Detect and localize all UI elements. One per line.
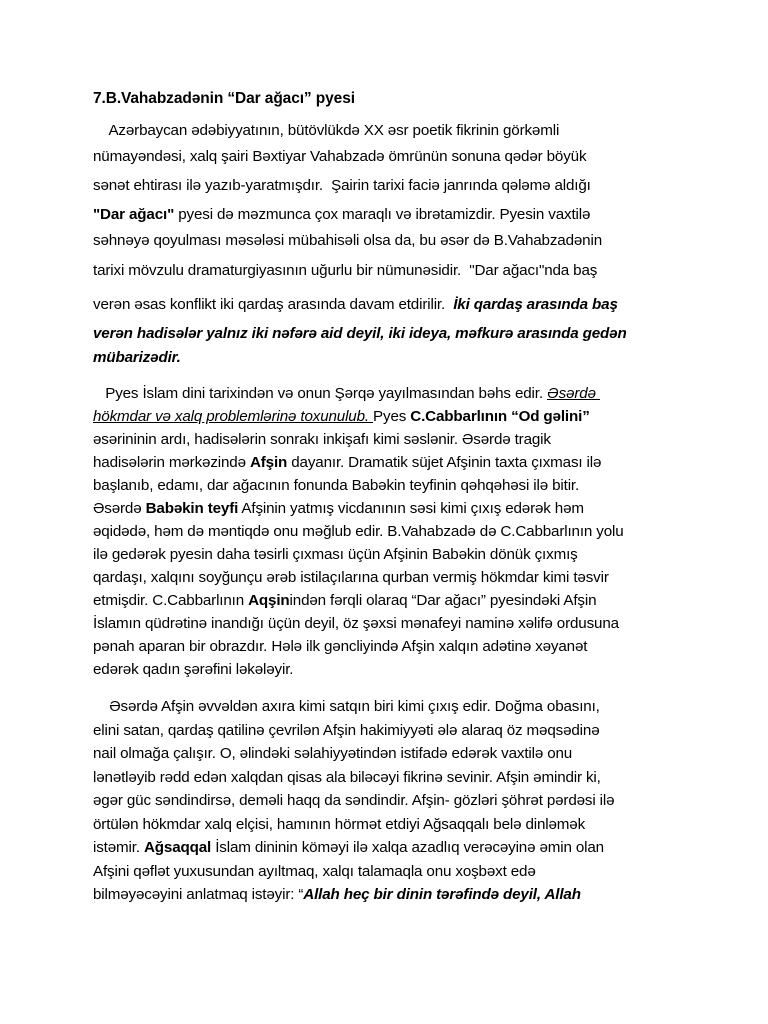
paragraph-2 [93, 382, 688, 681]
paragraph-2-line: edərək qadın şərəfini ləkələyir. [93, 661, 294, 678]
underlined-phrase: hökmdar və xalq problemlərinə toxunulub. [93, 408, 374, 425]
paragraph-1-line: səhnəyə qoyulması məsələsi mübahisəli olsa da, bu əsər də B.Vahabzadənin [93, 232, 602, 249]
paragraph-1-line: sənət ehtirası ilə yazıb-yaratmışdır. Şairin tarixi faciə janrında qələmə aldığı [93, 177, 591, 194]
paragraph-3-line: lənətləyib rədd edən xalqdan qisas ala biləcəyi fikrinə sevinir. Afşin əmindir ki, [93, 768, 601, 786]
paragraph-3-line: nail olmağa çalışır. O, əlindəki səlahiyyətindən istifadə edərək vaxtilə onu [93, 745, 573, 762]
document-title: 7.B.Vahabzadənin “Dar ağacı” pyesi [93, 90, 355, 107]
paragraph-2-line: Pyes İslam dini tarixindən və onun Şərqə yayılmasından bəhs edir. Əsərdə [93, 385, 600, 402]
paragraph-1-line: "Dar ağacı" pyesi də məzmunca çox maraqlı və ibrətamizdir. Pyesin vaxtilə [93, 206, 591, 223]
paragraph-3-line: Afşini qəflət yuxusundan ayıltmaq, xalqı talamaqla onu xoşbəxt edə [93, 862, 536, 880]
paragraph-2-line: pənah aparan bir obrazdır. Hələ ilk gəncliyində Afşin xalqın adətinə xəyanət [93, 638, 588, 655]
paragraph-3-line: Əsərdə Afşin əvvəldən axıra kimi satqın biri kimi çıxış edir. Doğma obasını, [93, 698, 600, 715]
paragraph-3-line: bilməyəcəyini anlatmaq istəyir: “Allah heç bir dinin tərəfində deyil, Allah [93, 886, 581, 903]
paragraph-2-line: ilə gedərək pyesin daha təsirli çıxması üçün Afşinin Babəkin dönük çıxmış [93, 546, 578, 563]
paragraph-1 [93, 118, 688, 370]
paragraph-1-line: tarixi mövzulu dramaturgiyasının uğurlu bir nümunəsidir. "Dar ağacı"nda baş [93, 262, 598, 279]
quote-bold-italic: Allah heç bir dinin tərəfində deyil, Allah [303, 886, 581, 903]
paragraph-2-line: etmişdir. C.Cabbarlının Aqşinindən fərqli olaraq “Dar ağacı” pyesindəki Afşin [93, 592, 597, 609]
paragraph-1-line: mübarizədir. [93, 349, 181, 366]
paragraph-2-line: İslamın qüdrətinə inandığı üçün deyil, öz şəxsi mənafeyi naminə xəlifə ordusuna [93, 615, 619, 632]
paragraph-2-line: əsərininin ardı, hadisələrin sonrakı inkişafı kimi səslənir. Əsərdə tragik [93, 431, 551, 448]
paragraph-2-line: əqidədə, həm də məntiqdə onu məğlub edir. B.Vahabzadə də C.Cabbarlının yolu [93, 523, 624, 540]
paragraph-1-line: nümayəndəsi, xalq şairi Bəxtiyar Vahabzadə ömrünün sonuna qədər böyük [93, 148, 587, 165]
paragraph-3-line: əgər güc səndindirsə, deməli haqq da səndindir. Afşin- gözləri şöhrət pərdəsi ilə [93, 792, 615, 809]
name-bold: Aqşin [248, 592, 290, 609]
paragraph-2-line: qardaşı, xalqını soyğunçu ərəb istilaçılarına qurban vermiş hökmdar kimi təsvir [93, 569, 609, 586]
paragraph-3 [93, 695, 688, 907]
paragraph-1-line: Azərbaycan ədəbiyyatının, bütövlükdə XX əsr poetik fikrinin görkəmli [93, 122, 560, 139]
paragraph-1-line: verən hadisələr yalnız iki nəfərə aid deyil, iki ideya, məfkurə arasında gedən [93, 325, 627, 342]
play-title-bold: "Dar ağacı" [93, 206, 175, 223]
author-work-bold: C.Cabbarlının “Od gəlini” [410, 408, 590, 425]
paragraph-2-line: hökmdar və xalq problemlərinə toxunulub. Pyes C.Cabbarlının “Od gəlini” [93, 408, 590, 425]
paragraph-2-line: Əsərdə Babəkin teyfi Afşinin yatmış vicdanının səsi kimi çıxış edərək həm [93, 500, 584, 517]
name-bold: Afşin [249, 454, 288, 471]
paragraph-3-line: örtülən hökmdar xalq elçisi, hamının hörmət etdiyi Ağsaqqalı belə dinləmək [93, 815, 586, 833]
paragraph-2-line: başlanıb, edamı, dar ağacının fonunda Babəkin teyfinin qəhqəhəsi ilə bitir. [93, 477, 580, 494]
name-bold: Babəkin teyfi [145, 500, 239, 517]
emphasis-bold-italic: İki qardaş arasında baş [453, 296, 618, 313]
paragraph-3-line: istəmir. Ağsaqqal İslam dininin köməyi ilə xalqa azadlıq verəcəyinə əmin olan [93, 839, 604, 856]
paragraph-2-line: hadisələrin mərkəzində Afşin dayanır. Dramatik süjet Afşinin taxta çıxması ilə [93, 454, 602, 471]
paragraph-1-line: verən əsas konflikt iki qardaş arasında davam etdirilir. İki qardaş arasında baş [93, 296, 618, 313]
underlined-phrase: Əsərdə [546, 385, 600, 402]
name-bold: Ağsaqqal [143, 839, 212, 856]
paragraph-3-line: elini satan, qardaş qatilinə çevrilən Afşin hakimiyyəti ələ alaraq öz məqsədinə [93, 721, 600, 739]
